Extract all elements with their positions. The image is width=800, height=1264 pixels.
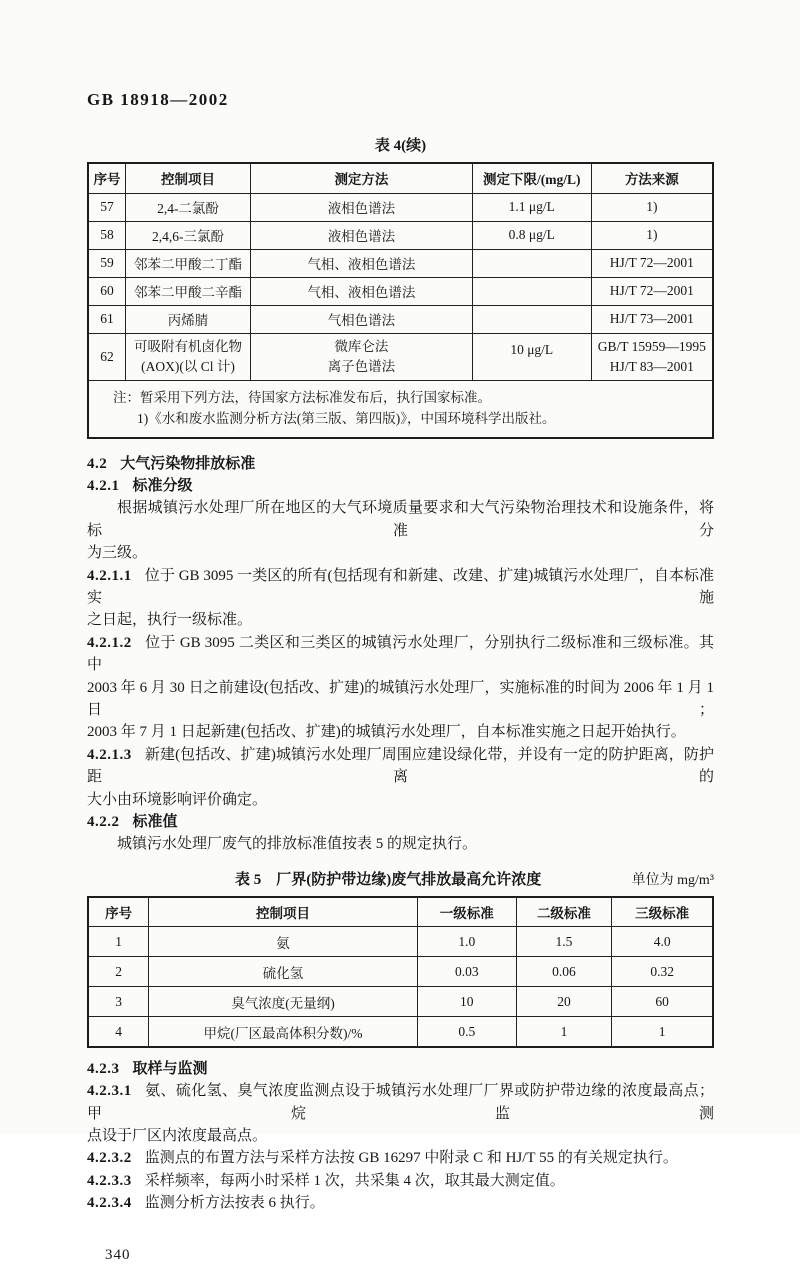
cell-item-line1: 可吸附有机卤化物	[134, 338, 242, 354]
table4-header-row	[88, 163, 713, 193]
table4-note-line1: 注：暂采用下列方法，待国家方法标准发布后，执行国家标准。	[113, 389, 491, 405]
cell-item: 邻苯二甲酸二丁酯	[126, 249, 251, 277]
table5-caption-row	[87, 868, 714, 889]
table-row	[88, 249, 713, 277]
clause-number: 4.2.1.1	[87, 567, 132, 584]
cell-grade3: 1	[612, 1017, 713, 1047]
standard-code: GB 18918—2002	[87, 90, 229, 109]
table4-col-source: 方法来源	[591, 163, 713, 193]
cell-source: HJ/T 73—2001	[591, 305, 713, 333]
cell-no: 61	[88, 305, 126, 333]
clause-text: 监测点的布置方法与采样方法按 GB 16297 中附录 C 和 HJ/T 55 的有关规定执行。	[144, 1150, 678, 1167]
table5-col-no: 序号	[88, 897, 149, 927]
cell-item: 丙烯腈	[126, 305, 251, 333]
table-row	[88, 277, 713, 305]
cell-grade2: 0.06	[516, 957, 612, 987]
clause-text: 新建(包括改、扩建)城镇污水处理厂周围应建设绿化带，并设有一定的防护距离，防护距离的	[87, 746, 714, 786]
clause-text: 大小由环境影响评价确定。	[87, 791, 268, 808]
clause-number: 4.2.2	[87, 814, 120, 830]
clause-number: 4.2.1.3	[87, 746, 132, 763]
table4-note-row	[88, 380, 713, 438]
cell-source: HJ/T 72—2001	[591, 277, 713, 305]
cell-no: 1	[88, 927, 149, 957]
cell-grade1: 0.03	[417, 957, 516, 987]
para-line	[87, 789, 714, 811]
clause-number: 4.2.1.2	[87, 634, 132, 651]
cell-item: 甲烷(厂区最高体积分数)/%	[149, 1017, 418, 1047]
cell-item: 氨	[149, 927, 418, 957]
clause-text: 取样与监测	[132, 1060, 208, 1077]
cell-no: 59	[88, 249, 126, 277]
clause-text: 位于 GB 3095 一类区的所有(包括现有和新建、改建、扩建)城镇污水处理厂，自本标准实施	[87, 567, 714, 606]
clause-text: 氨、硫化氢、臭气浓度监测点设于城镇污水处理厂厂界或防护带边缘的浓度最高点；甲烷监测	[87, 1083, 714, 1122]
cell-limit	[472, 305, 591, 333]
cell-grade3: 60	[612, 987, 713, 1017]
cell-source	[591, 333, 713, 380]
table-row	[88, 305, 713, 333]
clause-4-2-3-1	[87, 1080, 714, 1125]
table-row	[88, 957, 713, 987]
clause-4-2-1-1	[87, 565, 714, 610]
cell-grade2: 1.5	[516, 927, 612, 957]
clause-text: 城镇污水处理厂废气的排放标准值按表 5 的规定执行。	[117, 836, 478, 853]
table4-col-limit: 测定下限/(mg/L)	[472, 163, 591, 193]
cell-item: 硫化氢	[149, 957, 418, 987]
table-row	[88, 333, 713, 380]
heading-4-2-1	[87, 475, 714, 497]
cell-source-line1: GB/T 15959—1995	[597, 338, 706, 354]
table5-caption: 表 5 厂界(防护带边缘)废气排放最高允许浓度	[235, 871, 542, 888]
cell-limit	[472, 249, 591, 277]
table5-col-item: 控制项目	[149, 897, 418, 927]
clause-text: 点设于厂区内浓度最高点。	[87, 1128, 268, 1145]
table5-col-grade3: 三级标准	[612, 897, 713, 927]
table5-col-grade1: 一级标准	[417, 897, 516, 927]
clause-text: 采样频率，每两小时采样 1 次，共采集 4 次，取其最大测定值。	[144, 1172, 565, 1189]
clause-number: 4.2.3.1	[87, 1083, 132, 1100]
clause-text: 位于 GB 3095 二类区和三类区的城镇污水处理厂，分别执行二级标准和三级标准。其中	[87, 634, 714, 674]
cell-grade1: 0.5	[417, 1017, 516, 1047]
cell-source-line2: HJ/T 83—2001	[609, 358, 694, 374]
cell-no: 57	[88, 193, 126, 221]
clause-text: 2003 年 6 月 30 日之前建设(包括改、扩建)的城镇污水处理厂，实施标准的时间为 2006 年 1 月 1 日；	[87, 679, 714, 718]
table4-col-item: 控制项目	[126, 163, 251, 193]
table5-header-row	[88, 897, 713, 927]
cell-method: 气相、液相色谱法	[251, 277, 473, 305]
clause-text: 2003 年 7 月 1 日起新建(包括改、扩建)的城镇污水处理厂，自本标准实施之日起开始执行。	[87, 724, 686, 741]
clause-text: 标准分级	[132, 477, 193, 494]
para-line	[87, 677, 714, 722]
page-number: 340	[105, 1246, 131, 1263]
table-row	[88, 193, 713, 221]
cell-no: 3	[88, 987, 149, 1017]
section-4-2-3-block	[87, 1058, 714, 1215]
cell-method: 气相色谱法	[251, 305, 473, 333]
cell-method-line1: 微库仑法	[334, 338, 389, 354]
cell-no: 58	[88, 221, 126, 249]
cell-item: 2,4,6-三氯酚	[126, 221, 251, 249]
clause-4-2-3-2	[87, 1147, 714, 1169]
heading-4-2-3	[87, 1058, 714, 1080]
clause-4-2-1-2	[87, 632, 714, 677]
section-4-2-block	[87, 453, 714, 856]
clause-number: 4.2.1	[87, 477, 120, 494]
cell-source: HJ/T 72—2001	[591, 249, 713, 277]
cell-no: 4	[88, 1017, 149, 1047]
cell-grade3: 4.0	[612, 927, 713, 957]
cell-grade2: 20	[516, 987, 612, 1017]
table-row	[88, 927, 713, 957]
clause-text: 标准值	[132, 814, 178, 830]
clause-text: 大气污染物排放标准	[120, 455, 256, 472]
cell-no: 60	[88, 277, 126, 305]
table-row	[88, 1017, 713, 1047]
table5	[87, 896, 714, 1048]
table-row	[88, 221, 713, 249]
cell-grade1: 10	[417, 987, 516, 1017]
cell-item: 邻苯二甲酸二辛酯	[126, 277, 251, 305]
heading-4-2-2	[87, 811, 714, 833]
cell-grade2: 1	[516, 1017, 612, 1047]
clause-4-2-3-4	[87, 1192, 714, 1214]
cell-limit: 0.8 μg/L	[472, 221, 591, 249]
cell-method: 液相色谱法	[251, 193, 473, 221]
cell-no: 2	[88, 957, 149, 987]
para-line	[87, 833, 714, 855]
para-line	[87, 1125, 714, 1147]
heading-4-2	[87, 453, 714, 475]
clause-number: 4.2	[87, 455, 108, 472]
cell-method: 液相色谱法	[251, 221, 473, 249]
cell-item	[126, 333, 251, 380]
clause-text: 监测分析方法按表 6 执行。	[144, 1195, 325, 1212]
cell-source: 1)	[591, 193, 713, 221]
cell-source: 1)	[591, 221, 713, 249]
clause-4-2-1-3	[87, 744, 714, 789]
cell-grade1: 1.0	[417, 927, 516, 957]
para-line	[87, 721, 714, 743]
table4-caption: 表 4(续)	[374, 138, 427, 154]
cell-grade3: 0.32	[612, 957, 713, 987]
cell-limit: 1.1 μg/L	[472, 193, 591, 221]
table4-col-no: 序号	[88, 163, 126, 193]
table4-note-line2: 1)《水和废水监测分析方法(第三版、第四版)》，中国环境科学出版社。	[137, 410, 556, 426]
clause-text: 根据城镇污水处理厂所在地区的大气环境质量要求和大气污染物治理技术和设施条件，将标准分	[87, 500, 714, 539]
cell-limit: 10 μg/L	[472, 333, 591, 380]
cell-limit	[472, 277, 591, 305]
para-line	[87, 542, 714, 564]
clause-number: 4.2.3	[87, 1060, 120, 1077]
table4-notes	[88, 380, 713, 438]
clause-number: 4.2.3.2	[87, 1150, 132, 1167]
clause-text: 为三级。	[87, 545, 148, 562]
cell-no: 62	[88, 333, 126, 380]
para-line	[87, 497, 714, 542]
table4	[87, 162, 714, 439]
table4-col-method: 测定方法	[251, 163, 473, 193]
cell-method-line2: 离子色谱法	[327, 358, 396, 374]
cell-method	[251, 333, 473, 380]
table5-col-grade2: 二级标准	[516, 897, 612, 927]
cell-method: 气相、液相色谱法	[251, 249, 473, 277]
table5-unit-label: 单位为 mg/m³	[631, 872, 714, 888]
para-line	[87, 609, 714, 631]
clause-number: 4.2.3.3	[87, 1172, 132, 1189]
cell-item: 2,4-二氯酚	[126, 193, 251, 221]
cell-item-line2: (AOX)(以 Cl 计)	[141, 358, 235, 374]
clause-number: 4.2.3.4	[87, 1195, 132, 1212]
clause-4-2-3-3	[87, 1170, 714, 1192]
clause-text: 之日起，执行一级标准。	[87, 612, 253, 629]
table-row	[88, 987, 713, 1017]
cell-item: 臭气浓度(无量纲)	[149, 987, 418, 1017]
